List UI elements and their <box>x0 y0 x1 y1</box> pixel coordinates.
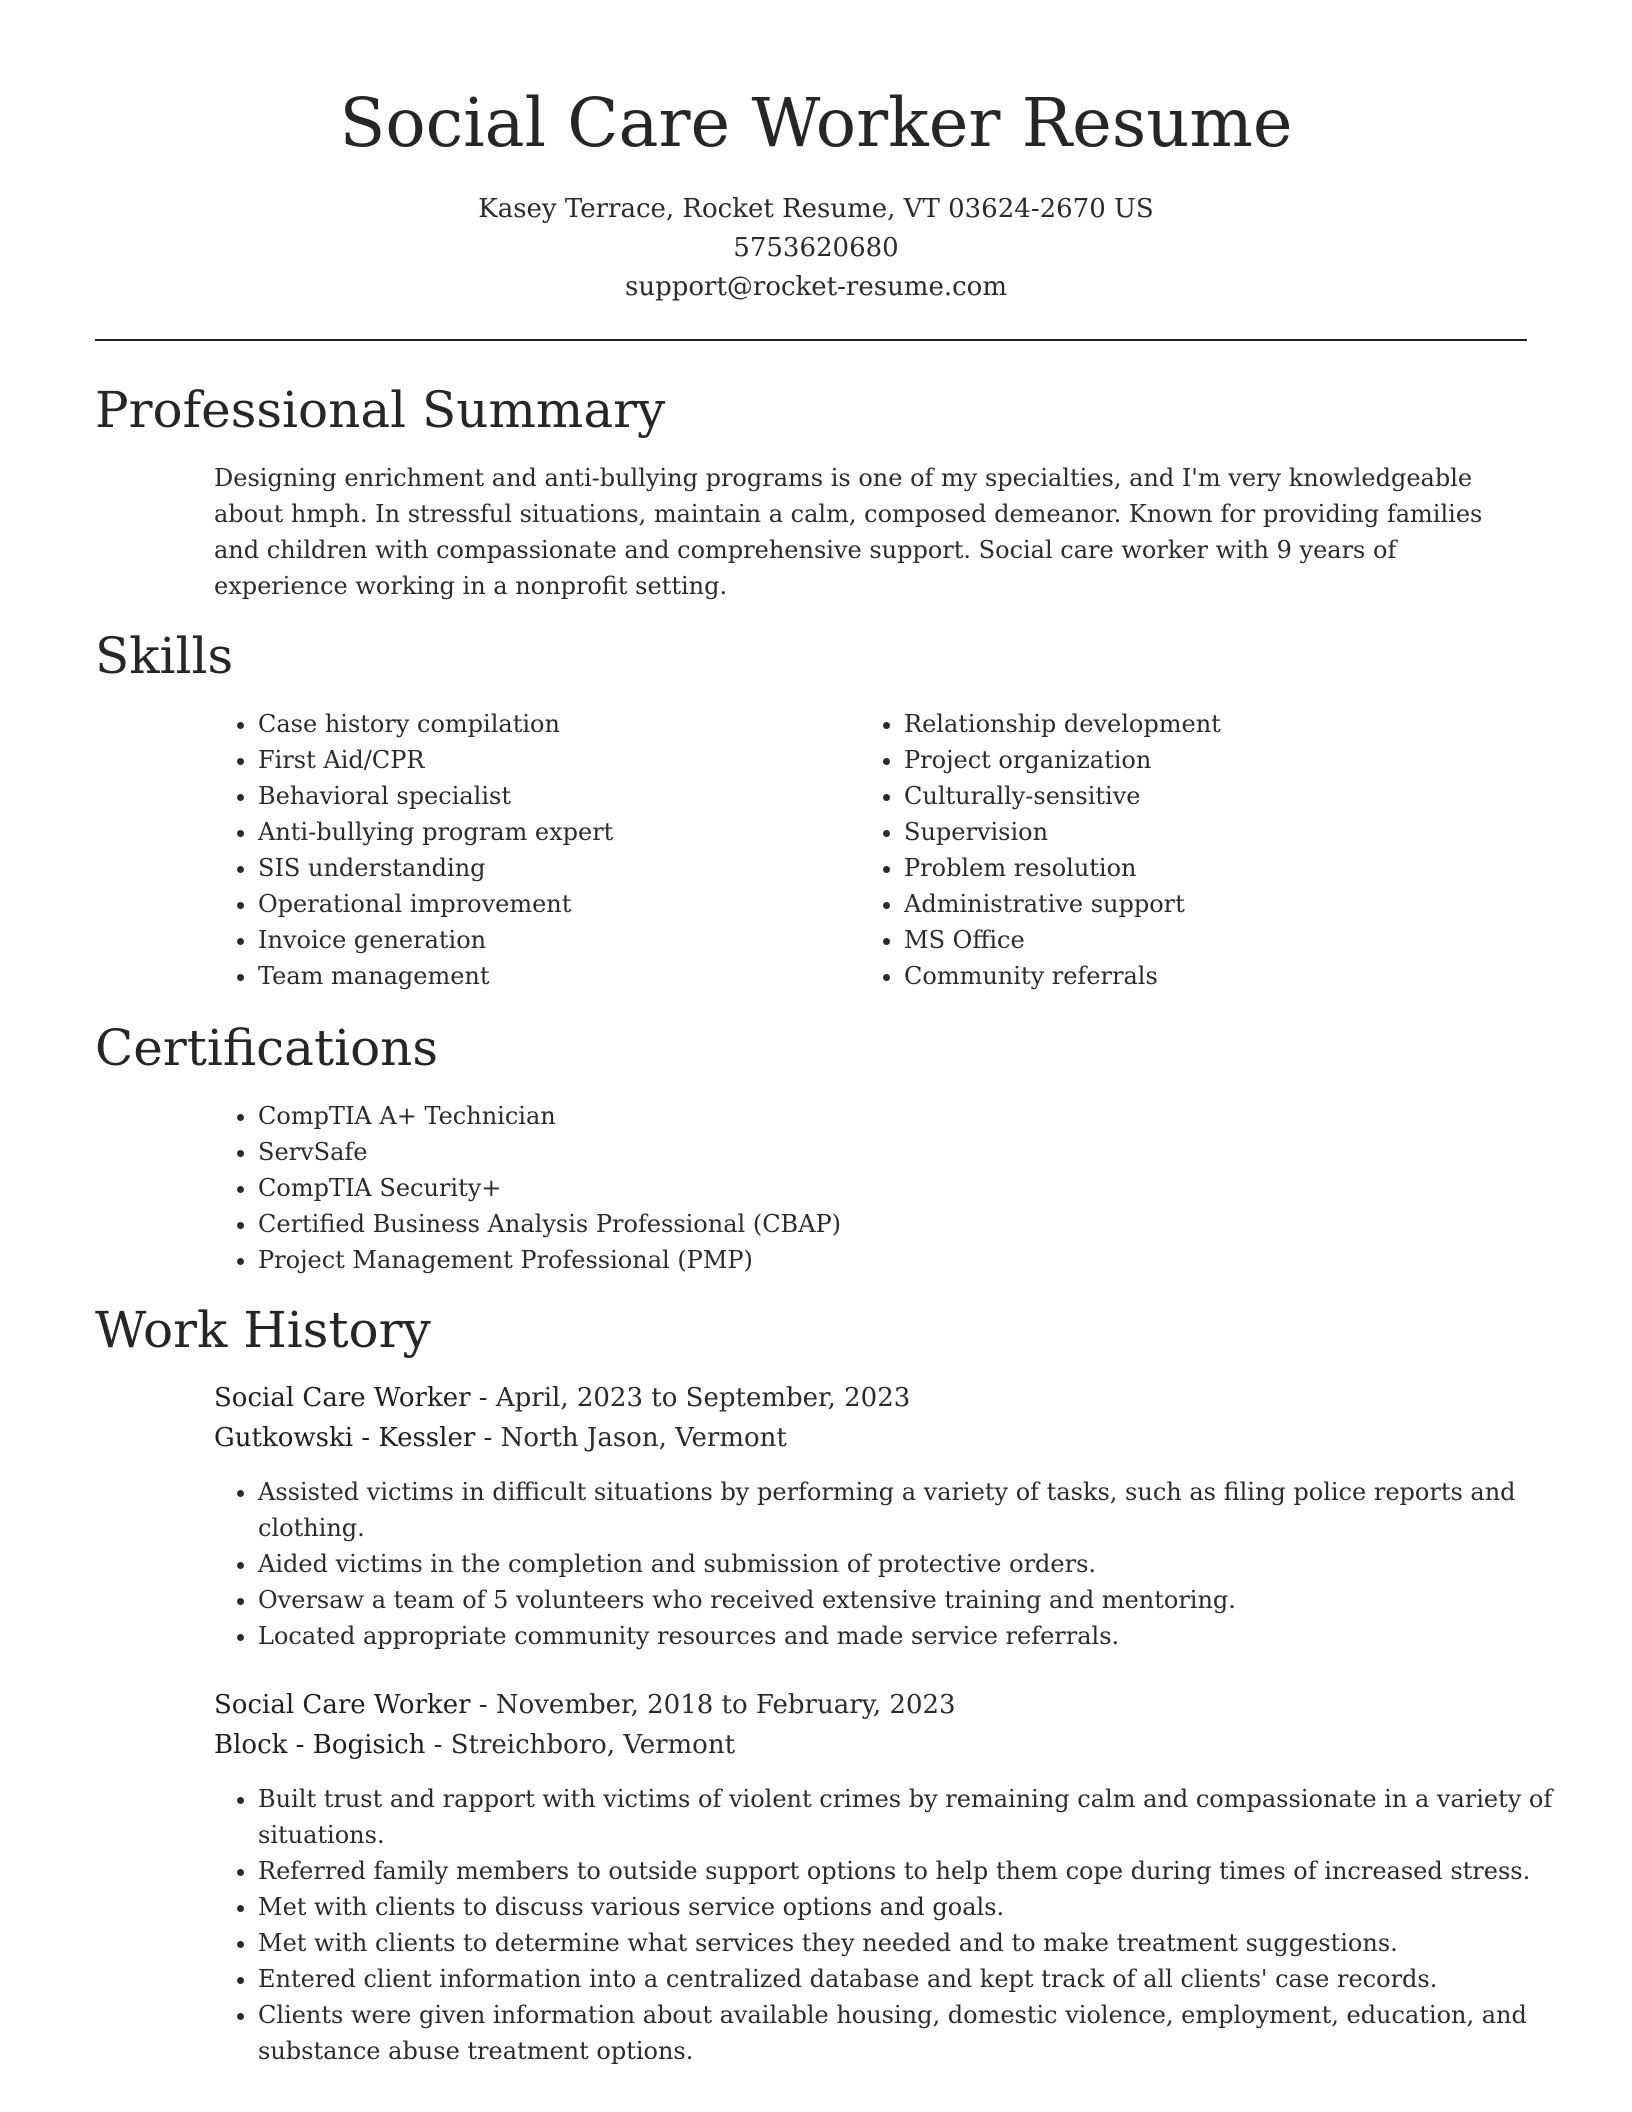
job-bullet: • Aided victims in the completion and submission of protective orders. <box>258 1546 1588 1582</box>
job-bullet: • Met with clients to discuss various service options and goals. <box>258 1889 1588 1925</box>
job-company: Gutkowski - Kessler <box>214 1423 476 1453</box>
job-bullets <box>214 1781 1588 2069</box>
skill-item: • Operational improvement <box>258 886 818 922</box>
certification-item: • ServSafe <box>258 1134 1558 1170</box>
job-bullet: • Clients were given information about available housing, domestic violence, employment, education, and substance abuse treatment options. <box>258 1997 1588 2069</box>
job-bullet: • Oversaw a team of 5 volunteers who received extensive training and mentoring. <box>258 1582 1588 1618</box>
contact-address: Kasey Terrace, Rocket Resume, VT 03624-2670 US <box>478 194 1154 224</box>
skill-item: • SIS understanding <box>258 850 818 886</box>
contact-email: support@rocket-resume.com <box>624 272 1007 302</box>
skill-item: • Community referrals <box>904 958 1524 994</box>
job-company-line: Gutkowski - Kessler - North Jason, Vermont <box>214 1423 787 1453</box>
job-bullet: • Located appropriate community resources and made service referrals. <box>258 1618 1588 1654</box>
certification-item: • Project Management Professional (PMP) <box>258 1242 1558 1278</box>
job-bullets <box>214 1474 1588 1654</box>
job-bullet: • Assisted victims in difficult situations by performing a variety of tasks, such as filing police reports and clothing. <box>258 1474 1588 1546</box>
skills-list-right <box>860 706 1524 994</box>
skill-item: • Behavioral specialist <box>258 778 818 814</box>
job-bullet: • Built trust and rapport with victims of violent crimes by remaining calm and compassionate in a variety of situations. <box>258 1781 1588 1853</box>
certification-item: • Certified Business Analysis Professional (CBAP) <box>258 1206 1558 1242</box>
skill-item: • Project organization <box>904 742 1524 778</box>
skill-item: • Invoice generation <box>258 922 818 958</box>
skill-item: • Problem resolution <box>904 850 1524 886</box>
job-company: Block - Bogisich <box>214 1730 426 1760</box>
contact-block <box>0 190 1632 307</box>
job-title-line: Social Care Worker - April, 2023 to September, 2023 <box>214 1383 911 1413</box>
skill-item: • Administrative support <box>904 886 1524 922</box>
skill-item: • First Aid/CPR <box>258 742 818 778</box>
skill-item: • Anti-bullying program expert <box>258 814 818 850</box>
work-history-heading: Work History <box>95 1301 431 1359</box>
summary-heading: Professional Summary <box>95 381 666 439</box>
skill-item: • Relationship development <box>904 706 1524 742</box>
skill-item: • Supervision <box>904 814 1524 850</box>
certifications-heading: Certifications <box>95 1019 439 1077</box>
job-company-line: Block - Bogisich - Streichboro, Vermont <box>214 1730 736 1760</box>
certification-item: • CompTIA A+ Technician <box>258 1098 1558 1134</box>
job-bullet: • Entered client information into a centralized database and kept track of all clients' case records. <box>258 1961 1588 1997</box>
job-title: Social Care Worker <box>214 1690 471 1720</box>
job-title-line: Social Care Worker - November, 2018 to February, 2023 <box>214 1690 956 1720</box>
job-location: North Jason, Vermont <box>500 1423 787 1453</box>
summary-text: Designing enrichment and anti-bullying programs is one of my specialties, and I'm very knowledgeable about hmph. In stressful situations, maintain a calm, composed demeanor. Known for providing families and children with compassionate and comprehensive support. Social care worker with 9 years of experience working in a nonprofit setting. <box>214 464 1483 600</box>
skill-item: • Team management <box>258 958 818 994</box>
job-dates: April, 2023 to September, 2023 <box>495 1383 911 1413</box>
job-dates: November, 2018 to February, 2023 <box>495 1690 956 1720</box>
job-location: Streichboro, Vermont <box>450 1730 736 1760</box>
job-title: Social Care Worker <box>214 1383 471 1413</box>
certifications-list <box>214 1098 1558 1278</box>
skill-item: • Case history compilation <box>258 706 818 742</box>
skill-item: • Culturally-sensitive <box>904 778 1524 814</box>
certification-item: • CompTIA Security+ <box>258 1170 1558 1206</box>
job-bullet: • Referred family members to outside support options to help them cope during times of increased stress. <box>258 1853 1588 1889</box>
skill-item: • MS Office <box>904 922 1524 958</box>
skills-heading: Skills <box>95 627 234 685</box>
job-bullet: • Met with clients to determine what services they needed and to make treatment suggestions. <box>258 1925 1588 1961</box>
resume-title: Social Care Worker Resume <box>339 84 1293 162</box>
header-divider <box>95 339 1527 341</box>
skills-list-left <box>214 706 818 994</box>
contact-phone: 5753620680 <box>733 233 899 263</box>
